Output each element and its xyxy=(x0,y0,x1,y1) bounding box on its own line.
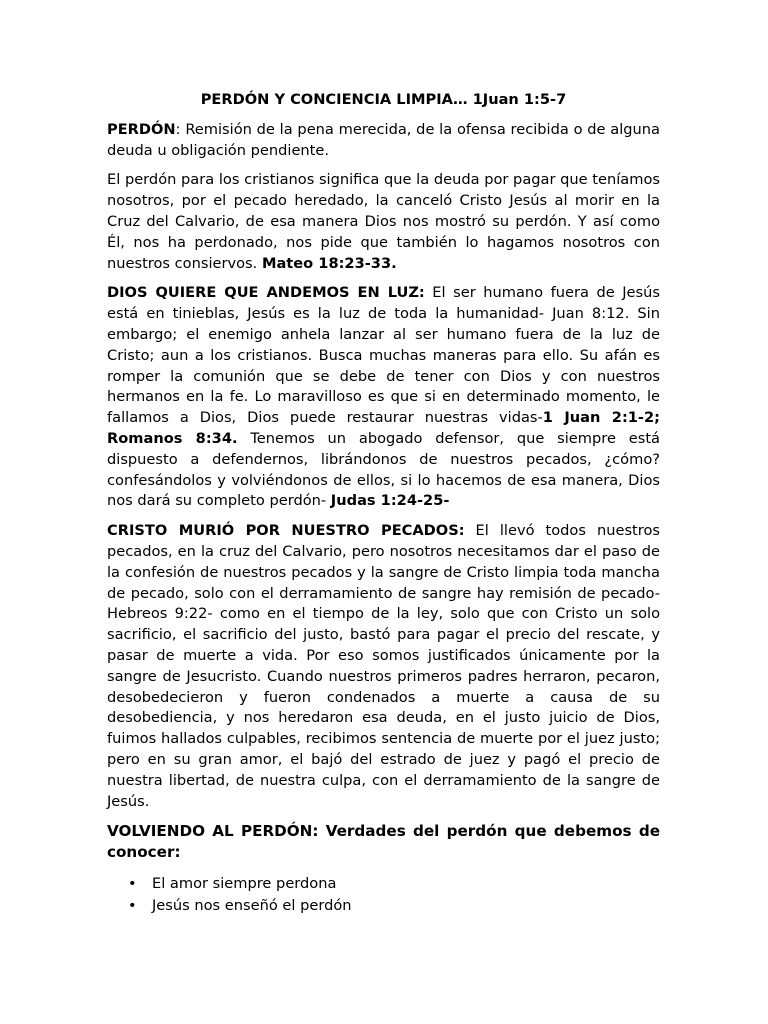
christ-died-paragraph xyxy=(107,521,660,812)
christ-died-heading: CRISTO MURIÓ POR NUESTRO PECADOS: xyxy=(107,522,465,540)
light-text-1: El ser humano fuera de Jesús está en tinieblas, Jesús es la luz de toda la humanidad- Juan 8:12. Sin embargo; el enemigo anhela lanzar al ser humano fuera de la luz de Cristo; aun a los cristianos. Busca muchas maneras para ello. Su afán es romper la comunión que se debe de tener con Dios y con nuestros hermanos en la fe. Lo maravilloso es que si en determinado momento, le fallamos a Dios, Dios puede restaurar nuestras vidas- xyxy=(107,284,660,427)
definition-paragraph xyxy=(107,120,660,162)
list-item xyxy=(107,895,660,917)
light-reference-2: Judas 1:24-25- xyxy=(330,492,450,510)
truths-list xyxy=(107,873,660,917)
light-paragraph xyxy=(107,283,660,512)
list-item xyxy=(107,873,660,895)
list-item-text: Jesús nos enseñó el perdón xyxy=(152,897,352,915)
forgiveness-reference: Mateo 18:23-33. xyxy=(261,254,397,272)
christ-died-text: El llevó todos nuestros pecados, en la cruz del Calvario, pero nosotros necesitamos dar el paso de la confesión de nuestros pecados y la sangre de Cristo limpia toda mancha de pecado, solo con el derramamiento de sangre hay remisión de pecado-Hebreos 9:22- como en el tiempo de la ley, solo que con Cristo un solo sacrificio, el sacrificio del justo, bastó para pagar el precio del rescate, y pasar de muerte a vida. Por eso somos justificados únicamente por la sangre de Jesucristo. Cuando nuestros primeros padres herraron, pecaron, desobedecieron y fueron condenados a muerte a causa de su desobediencia, y nos heredaron esa deuda, en el justo juicio de Dios, fuimos hallados culpables, recibimos sentencia de muerte por el juez justo; pero en su gran amor, el bajó del estrado de juez y pagó el precio de nuestra libertad, de nuestra culpa, con el derramamiento de la sangre de Jesús. xyxy=(107,522,660,810)
document-page xyxy=(107,90,660,917)
forgiveness-text: El perdón para los cristianos significa que la deuda por pagar que teníamos nosotros, por el pecado heredado, la canceló Cristo Jesús al morir en la Cruz del Calvario, de esa manera Dios nos mostró su perdón. Y así como Él, nos ha perdonado, nos pide que también lo hagamos nosotros con nuestros consiervos. xyxy=(107,171,660,272)
bullet-icon: • xyxy=(128,875,137,893)
definition-text: : Remisión de la pena merecida, de la ofensa recibida o de alguna deuda u obligación pendiente. xyxy=(107,120,660,159)
light-heading: DIOS QUIERE QUE ANDEMOS EN LUZ: xyxy=(107,284,425,302)
list-item-text: El amor siempre perdona xyxy=(152,875,337,893)
definition-term: PERDÓN xyxy=(107,120,176,138)
truths-heading: VOLVIENDO AL PERDÓN: Verdades del perdón que debemos de conocer: xyxy=(107,822,660,862)
bullet-icon: • xyxy=(128,897,137,915)
forgiveness-paragraph xyxy=(107,170,660,274)
light-reference-1: 1 Juan 2:1-2; Romanos 8:34. xyxy=(107,409,660,447)
light-text-2: Tenemos un abogado defensor, que siempre está dispuesto a defendernos, librándonos de nuestros pecados, ¿cómo? confesándolos y volviéndonos de ellos, si lo hacemos de esa manera, Dios nos dará su completo perdón- xyxy=(107,429,660,510)
document-title: PERDÓN Y CONCIENCIA LIMPIA… 1Juan 1:5-7 xyxy=(200,91,567,108)
